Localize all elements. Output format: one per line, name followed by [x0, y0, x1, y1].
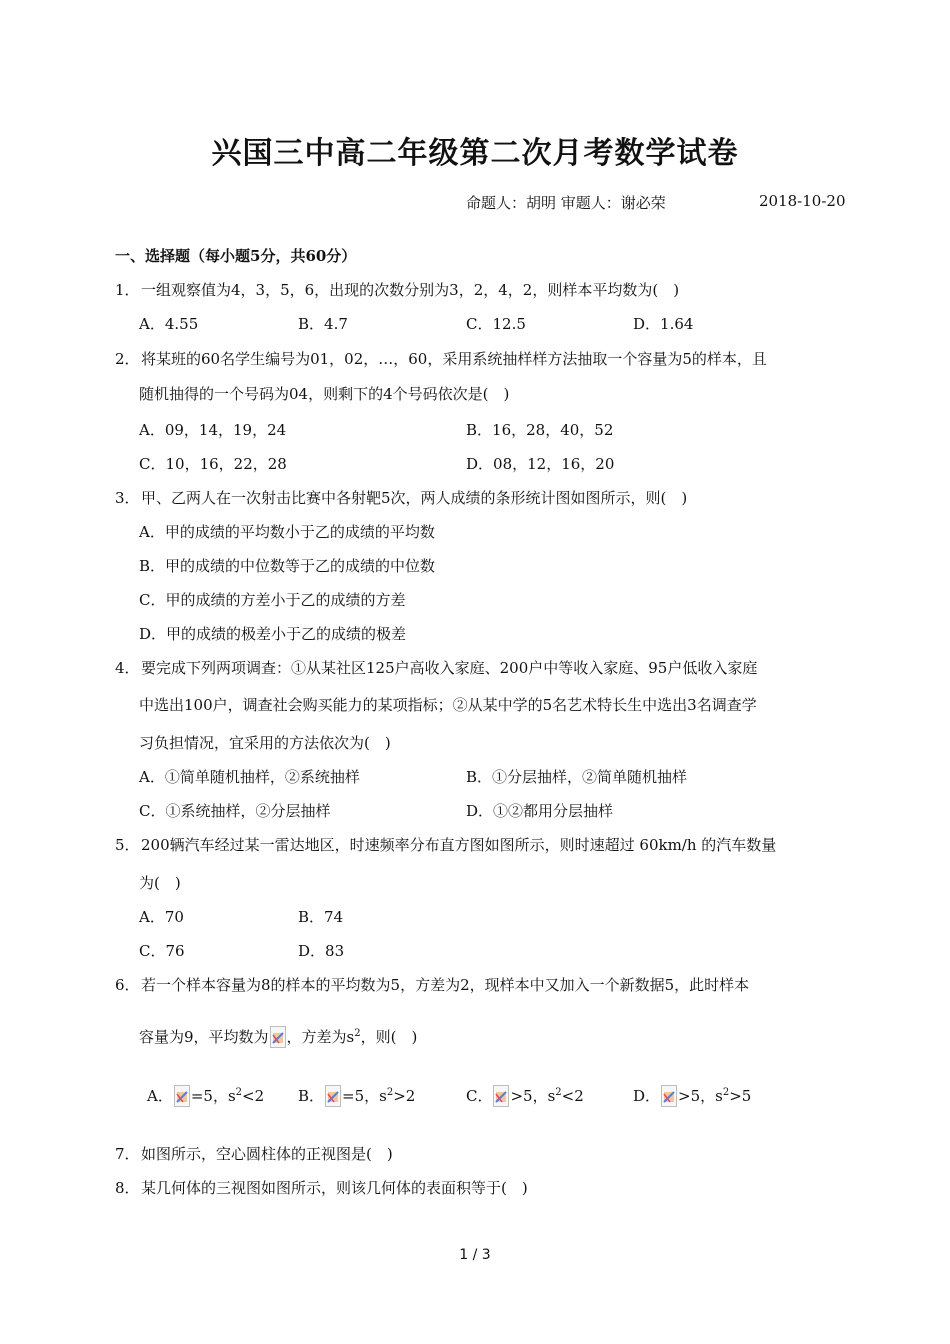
option-label: C． [466, 1087, 493, 1105]
question-1 [115, 280, 679, 300]
option-d: D．甲的成绩的极差小于乙的成绩的极差 [139, 625, 407, 643]
question-text: 如图所示，空心圆柱体的正视图是( ) [141, 1145, 393, 1163]
option-text: <2 [242, 1087, 265, 1105]
question-text-cont: 为( ) [139, 874, 181, 892]
option-b: B．16，28，40，52 [466, 421, 614, 439]
text-part: ，方差为s [286, 1028, 355, 1046]
option-d: D．1.64 [633, 315, 694, 333]
question-number: 8． [115, 1179, 140, 1197]
option-label: D． [633, 1087, 661, 1105]
question-text: 要完成下列两项调查：①从某社区125户高收入家庭、200户中等收入家庭、95户低收入家庭 [141, 659, 758, 677]
option-d: D．①②都用分层抽样 [466, 802, 614, 820]
option-c: C．甲的成绩的方差小于乙的成绩的方差 [139, 591, 406, 609]
option-b: B．①分层抽样，②简单随机抽样 [466, 768, 688, 786]
question-8 [115, 1178, 528, 1198]
broken-image-icon [270, 1026, 286, 1048]
question-2 [115, 349, 767, 369]
section-heading: 一、选择题（每小题5分，共60分） [115, 247, 357, 265]
question-6 [115, 975, 749, 995]
question-text: 200辆汽车经过某一雷达地区，时速频率分布直方图如图所示，则时速超过 60km/h 的汽车数量 [141, 836, 777, 854]
question-number: 4． [115, 659, 140, 677]
option-b: B．74 [298, 908, 344, 926]
option-b [298, 1085, 415, 1107]
option-text: =5，s [190, 1087, 236, 1105]
option-d: D．08，12，16，20 [466, 455, 615, 473]
superscript: 2 [386, 1087, 394, 1098]
option-label: B． [298, 1087, 325, 1105]
question-text-cont [139, 1026, 417, 1048]
question-number: 2． [115, 350, 140, 368]
option-d: D．83 [298, 942, 345, 960]
exam-date: 2018-10-20 [759, 192, 846, 210]
question-text-cont: 中选出100户，调查社会购买能力的某项指标；②从某中学的5名艺术特长生中选出3名调查学 [139, 696, 757, 714]
question-4 [115, 658, 757, 678]
superscript: 2 [722, 1087, 730, 1098]
option-b: B．4.7 [298, 315, 348, 333]
superscript: 2 [555, 1087, 562, 1098]
broken-image-icon [174, 1085, 190, 1107]
question-text: 将某班的60名学生编号为01，02，…，60，采用系统抽样样方法抽取一个容量为5的样本，且 [141, 350, 767, 368]
option-c [466, 1085, 584, 1107]
text-part: ，则( ) [360, 1028, 418, 1046]
question-number: 3． [115, 489, 140, 507]
option-label: A． [147, 1087, 173, 1105]
question-7 [115, 1144, 393, 1164]
broken-image-icon [493, 1085, 509, 1107]
exam-title: 兴国三中高二年级第二次月考数学试卷 [211, 136, 739, 171]
option-text: >2 [393, 1087, 416, 1105]
superscript: 2 [235, 1087, 243, 1098]
question-number: 7． [115, 1145, 140, 1163]
question-3 [115, 488, 687, 508]
question-text: 甲、乙两人在一次射击比赛中各射靶5次，两人成绩的条形统计图如图所示，则( ) [141, 489, 688, 507]
option-a: A．70 [139, 908, 184, 926]
authors: 命题人：胡明 审题人：谢必荣 [466, 194, 666, 212]
option-text: >5 [729, 1087, 752, 1105]
option-d [633, 1085, 751, 1107]
option-c: C．10，16，22，28 [139, 455, 287, 473]
option-c: C．12.5 [466, 315, 526, 333]
option-a: A．①简单随机抽样，②系统抽样 [139, 768, 360, 786]
option-text: =5，s [342, 1087, 387, 1105]
option-a: A．09，14，19，24 [139, 421, 287, 439]
option-text: >5，s [510, 1087, 556, 1105]
question-text-cont: 习负担情况，宜采用的方法依次为( ) [139, 734, 391, 752]
option-c: C．76 [139, 942, 185, 960]
question-5 [115, 835, 776, 855]
text-part: 容量为9，平均数为 [139, 1028, 269, 1046]
option-a: A．4.55 [139, 315, 199, 333]
option-text: >5，s [678, 1087, 723, 1105]
superscript: 2 [354, 1028, 361, 1039]
option-b: B．甲的成绩的中位数等于乙的成绩的中位数 [139, 557, 436, 575]
option-a [147, 1085, 264, 1107]
option-c: C．①系统抽样，②分层抽样 [139, 802, 331, 820]
question-text-cont: 随机抽得的一个号码为04，则剩下的4个号码依次是( ) [139, 385, 510, 403]
question-text: 一组观察值为4，3，5，6，出现的次数分别为3，2，4，2，则样本平均数为( ) [141, 281, 680, 299]
question-text: 若一个样本容量为8的样本的平均数为5，方差为2，现样本中又加入一个新数据5，此时样本 [141, 976, 750, 994]
question-number: 6． [115, 976, 140, 994]
broken-image-icon [325, 1085, 341, 1107]
question-text: 某几何体的三视图如图所示，则该几何体的表面积等于( ) [141, 1179, 528, 1197]
question-number: 1． [115, 281, 140, 299]
option-text: <2 [561, 1087, 584, 1105]
page-number: 1 / 3 [459, 1247, 491, 1263]
broken-image-icon [661, 1085, 677, 1107]
option-a: A．甲的成绩的平均数小于乙的成绩的平均数 [139, 523, 435, 541]
question-number: 5． [115, 836, 140, 854]
